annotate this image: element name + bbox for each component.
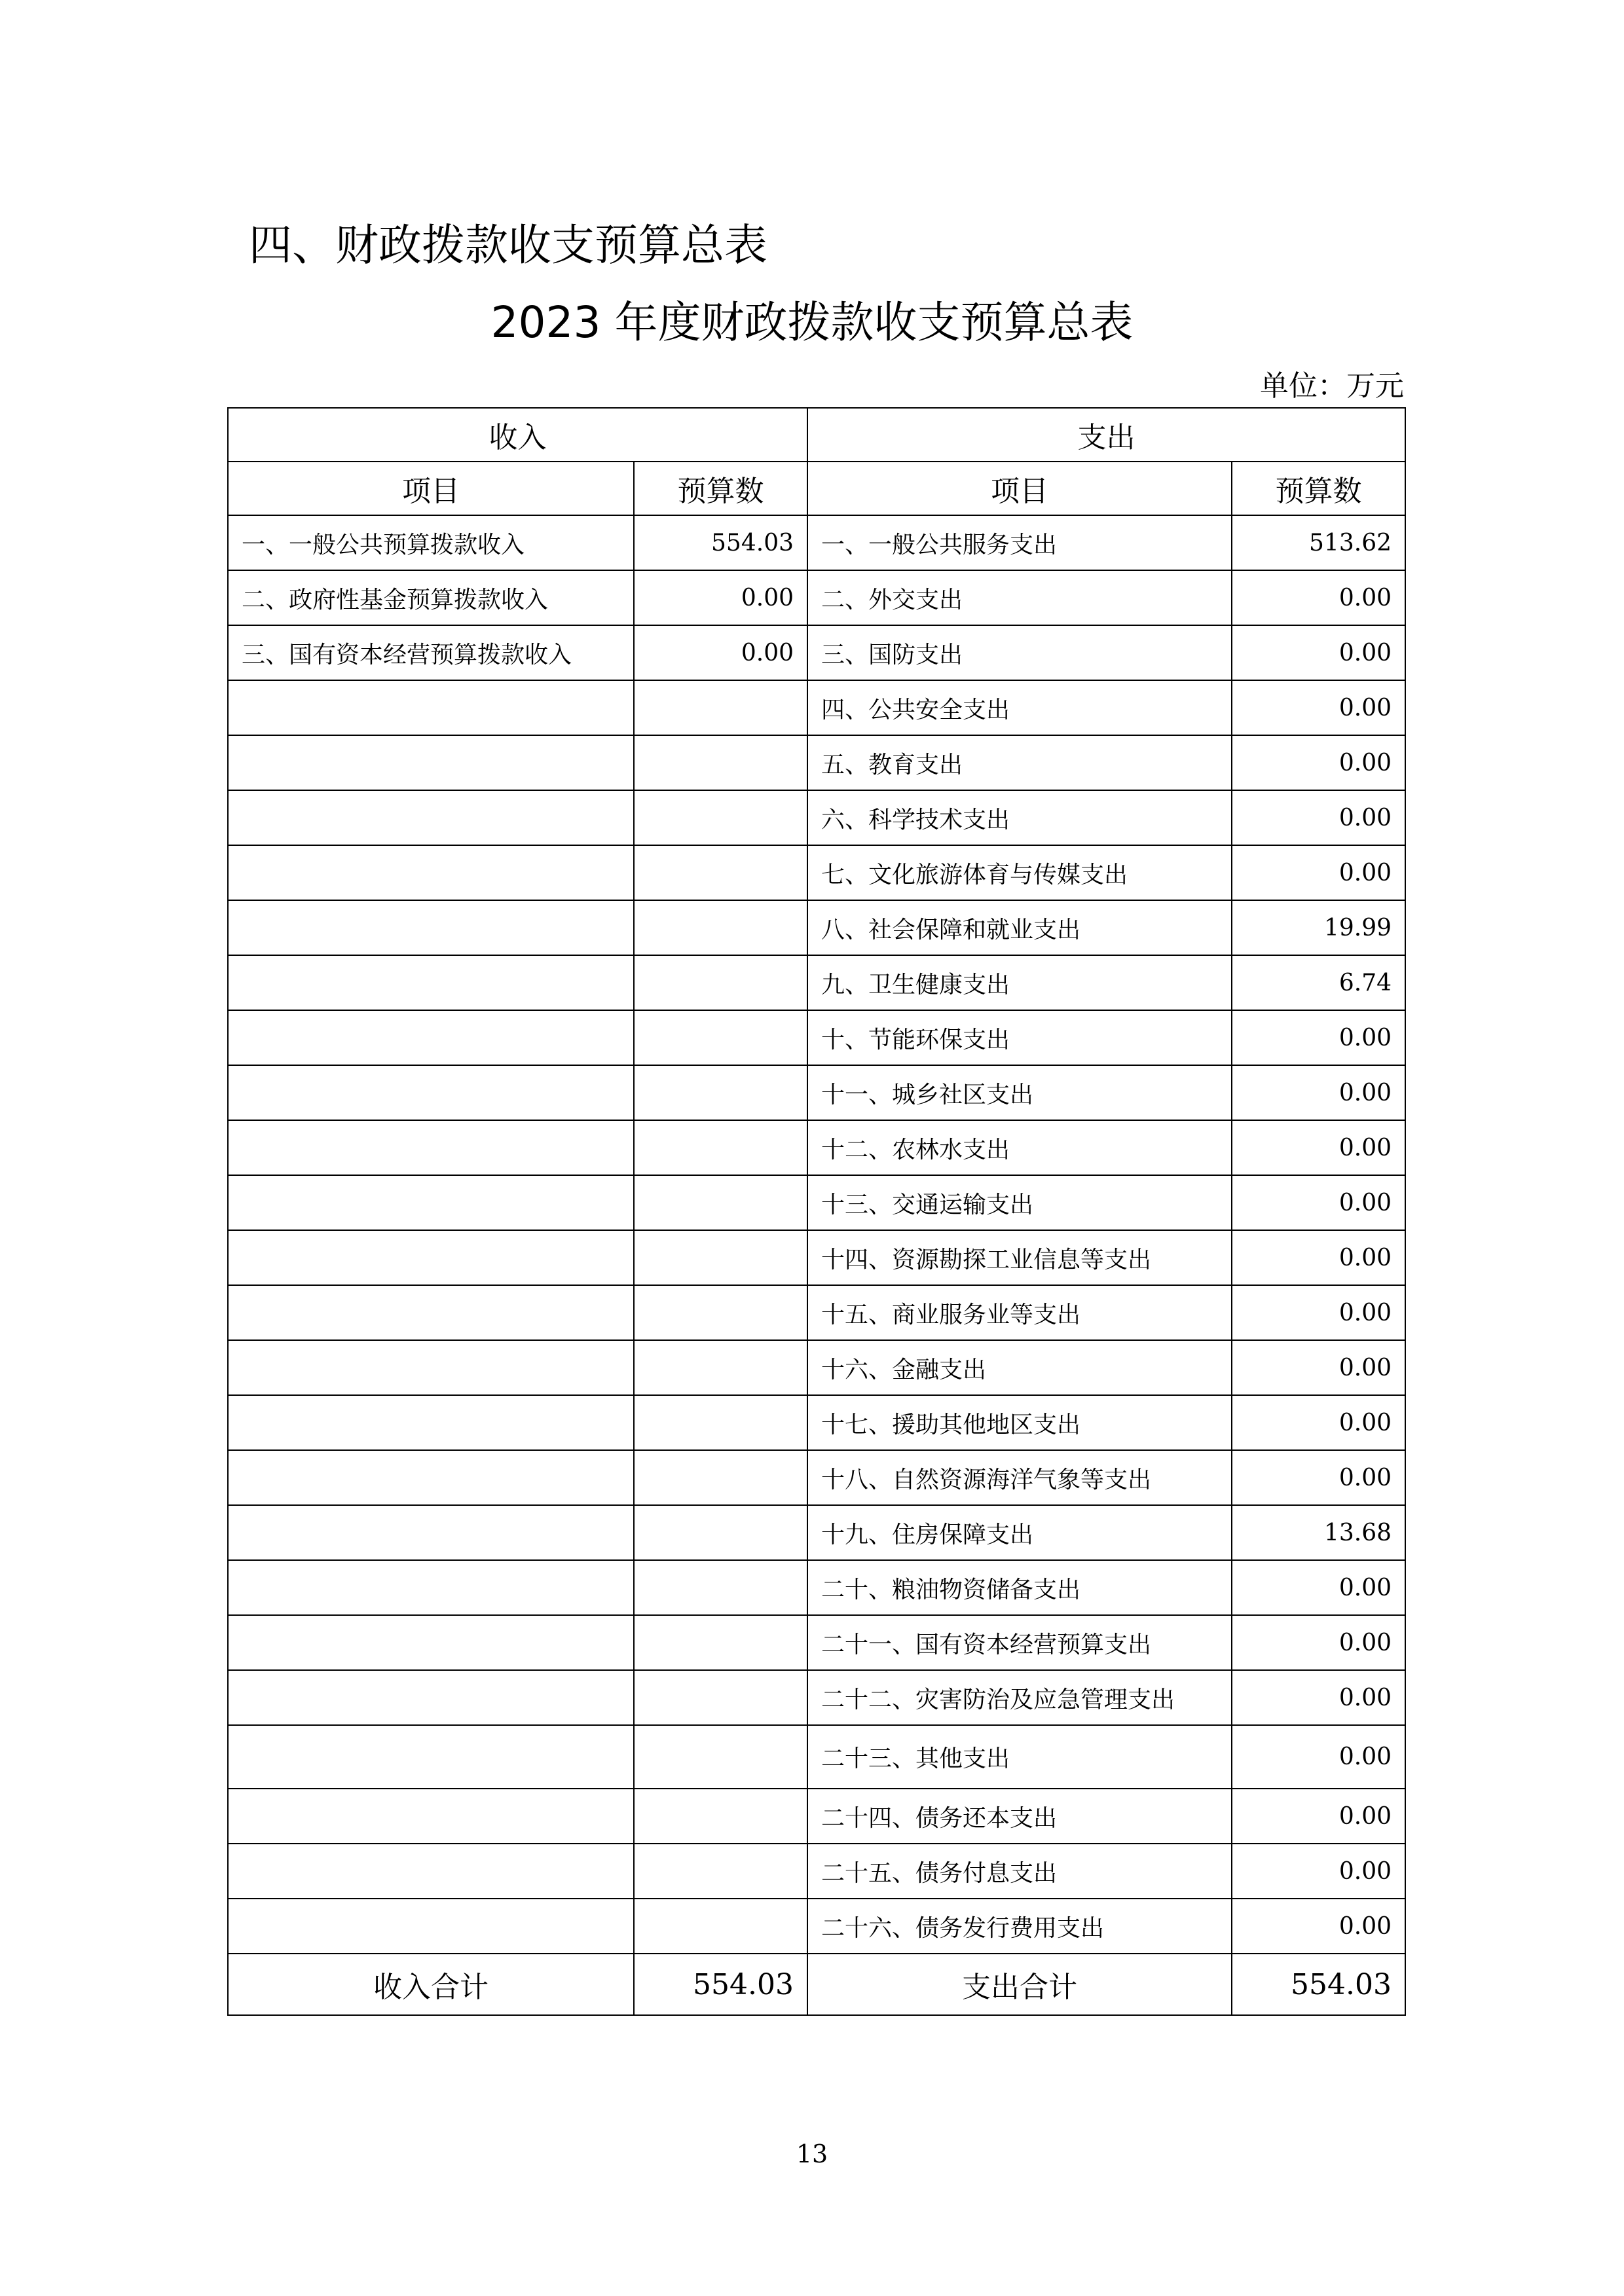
table-row	[228, 1230, 1405, 1285]
expense-amount-cell: 0.00	[1232, 790, 1405, 845]
table-row	[228, 1065, 1405, 1120]
header-row-columns	[228, 462, 1405, 515]
expense-amount-cell: 6.74	[1232, 955, 1405, 1010]
table-row	[228, 955, 1405, 1010]
expense-item-cell: 二十一、国有资本经营预算支出	[807, 1615, 1232, 1670]
income-item-cell	[228, 1065, 634, 1120]
income-amount-cell	[634, 1230, 807, 1285]
expense-item-cell: 一、一般公共服务支出	[807, 515, 1232, 570]
table-row	[228, 900, 1405, 955]
income-amount-cell	[634, 845, 807, 900]
expense-amount-cell: 0.00	[1232, 1010, 1405, 1065]
income-item-cell	[228, 900, 634, 955]
income-amount-header: 预算数	[634, 462, 807, 515]
income-item-cell: 二、政府性基金预算拨款收入	[228, 570, 634, 625]
expense-amount-cell: 0.00	[1232, 1065, 1405, 1120]
income-amount-cell	[634, 1844, 807, 1899]
income-amount-cell	[634, 1899, 807, 1954]
expense-item-cell: 三、国防支出	[807, 625, 1232, 680]
expense-amount-cell: 0.00	[1232, 1285, 1405, 1340]
income-item-cell	[228, 1230, 634, 1285]
table-row	[228, 1340, 1405, 1395]
expense-item-cell: 七、文化旅游体育与传媒支出	[807, 845, 1232, 900]
table-row	[228, 735, 1405, 790]
income-amount-cell	[634, 1120, 807, 1175]
expense-amount-cell: 0.00	[1232, 1670, 1405, 1725]
income-item-cell	[228, 680, 634, 735]
expense-item-cell: 十七、援助其他地区支出	[807, 1395, 1232, 1450]
expense-item-cell: 十五、商业服务业等支出	[807, 1285, 1232, 1340]
expense-amount-cell: 13.68	[1232, 1505, 1405, 1560]
income-item-cell	[228, 1615, 634, 1670]
income-amount-cell	[634, 680, 807, 735]
income-item-cell	[228, 1505, 634, 1560]
expense-amount-cell: 0.00	[1232, 1899, 1405, 1954]
expense-amount-cell: 0.00	[1232, 1395, 1405, 1450]
income-amount-cell	[634, 1789, 807, 1844]
expense-amount-cell: 0.00	[1232, 1120, 1405, 1175]
income-amount-cell	[634, 900, 807, 955]
income-total-label: 收入合计	[228, 1954, 634, 2015]
income-amount-cell: 554.03	[634, 515, 807, 570]
expense-amount-cell: 0.00	[1232, 680, 1405, 735]
expense-item-cell: 二十五、债务付息支出	[807, 1844, 1232, 1899]
section-title: 四、财政拨款收支预算总表	[249, 220, 767, 270]
expense-item-cell: 二十二、灾害防治及应急管理支出	[807, 1670, 1232, 1725]
expense-item-cell: 十一、城乡社区支出	[807, 1065, 1232, 1120]
table-row	[228, 1285, 1405, 1340]
income-item-cell	[228, 1175, 634, 1230]
expense-total-amount: 554.03	[1232, 1954, 1405, 2015]
income-amount-cell	[634, 1065, 807, 1120]
table-title: 2023 年度财政拨款收支预算总表	[490, 297, 1134, 348]
income-item-cell	[228, 1395, 634, 1450]
expense-amount-cell: 0.00	[1232, 1450, 1405, 1505]
expense-item-cell: 二十六、债务发行费用支出	[807, 1899, 1232, 1954]
expense-item-cell: 十九、住房保障支出	[807, 1505, 1232, 1560]
table-row	[228, 1505, 1405, 1560]
expense-item-cell: 九、卫生健康支出	[807, 955, 1232, 1010]
expense-item-cell: 五、教育支出	[807, 735, 1232, 790]
expense-item-cell: 二、外交支出	[807, 570, 1232, 625]
income-item-cell	[228, 1450, 634, 1505]
income-amount-cell	[634, 1670, 807, 1725]
income-total-amount: 554.03	[634, 1954, 807, 2015]
expense-item-cell: 十八、自然资源海洋气象等支出	[807, 1450, 1232, 1505]
income-amount-cell	[634, 1505, 807, 1560]
table-row	[228, 790, 1405, 845]
expense-item-cell: 二十四、债务还本支出	[807, 1789, 1232, 1844]
expense-amount-cell: 0.00	[1232, 1340, 1405, 1395]
expense-item-cell: 六、科学技术支出	[807, 790, 1232, 845]
totals-row	[228, 1954, 1405, 2015]
expense-item-header: 项目	[807, 462, 1232, 515]
expense-amount-cell: 0.00	[1232, 1789, 1405, 1844]
expense-amount-cell: 0.00	[1232, 1615, 1405, 1670]
income-amount-cell: 0.00	[634, 625, 807, 680]
expense-item-cell: 二十三、其他支出	[807, 1725, 1232, 1789]
expense-amount-cell: 19.99	[1232, 900, 1405, 955]
income-item-cell	[228, 1010, 634, 1065]
table-row	[228, 1789, 1405, 1844]
table-row	[228, 1899, 1405, 1954]
table-row	[228, 845, 1405, 900]
expense-item-cell: 八、社会保障和就业支出	[807, 900, 1232, 955]
budget-table	[227, 407, 1406, 2016]
table-row	[228, 680, 1405, 735]
income-item-cell	[228, 845, 634, 900]
income-item-cell	[228, 1560, 634, 1615]
income-item-cell	[228, 1340, 634, 1395]
expense-amount-cell: 0.00	[1232, 735, 1405, 790]
table-row	[228, 1615, 1405, 1670]
page-number: 13	[796, 2140, 828, 2168]
header-row-group	[228, 408, 1405, 462]
income-amount-cell	[634, 1725, 807, 1789]
table-row	[228, 1560, 1405, 1615]
table-row	[228, 515, 1405, 570]
income-amount-cell	[634, 1285, 807, 1340]
unit-label: 单位：万元	[1260, 369, 1404, 403]
table-row	[228, 1450, 1405, 1505]
income-item-cell	[228, 1285, 634, 1340]
table-row	[228, 1725, 1405, 1789]
expense-amount-header: 预算数	[1232, 462, 1405, 515]
income-amount-cell	[634, 1010, 807, 1065]
table-row	[228, 1670, 1405, 1725]
income-amount-cell	[634, 1340, 807, 1395]
income-item-cell	[228, 1844, 634, 1899]
table-row	[228, 1120, 1405, 1175]
income-item-cell: 三、国有资本经营预算拨款收入	[228, 625, 634, 680]
table-row	[228, 1844, 1405, 1899]
expense-item-cell: 二十、粮油物资储备支出	[807, 1560, 1232, 1615]
expense-header: 支出	[807, 408, 1405, 462]
income-amount-cell	[634, 1175, 807, 1230]
income-item-cell	[228, 790, 634, 845]
income-item-cell	[228, 1899, 634, 1954]
income-amount-cell	[634, 955, 807, 1010]
expense-item-cell: 十二、农林水支出	[807, 1120, 1232, 1175]
table-row	[228, 1395, 1405, 1450]
expense-amount-cell: 513.62	[1232, 515, 1405, 570]
expense-item-cell: 十、节能环保支出	[807, 1010, 1232, 1065]
expense-amount-cell: 0.00	[1232, 1230, 1405, 1285]
income-amount-cell	[634, 1615, 807, 1670]
income-amount-cell	[634, 790, 807, 845]
table-row	[228, 1175, 1405, 1230]
income-item-cell	[228, 955, 634, 1010]
income-amount-cell	[634, 1560, 807, 1615]
income-header: 收入	[228, 408, 807, 462]
income-amount-cell	[634, 1450, 807, 1505]
income-item-cell	[228, 1725, 634, 1789]
income-amount-cell	[634, 735, 807, 790]
expense-amount-cell: 0.00	[1232, 1175, 1405, 1230]
expense-item-cell: 十四、资源勘探工业信息等支出	[807, 1230, 1232, 1285]
expense-amount-cell: 0.00	[1232, 625, 1405, 680]
expense-amount-cell: 0.00	[1232, 1560, 1405, 1615]
expense-amount-cell: 0.00	[1232, 1844, 1405, 1899]
table-row	[228, 625, 1405, 680]
expense-amount-cell: 0.00	[1232, 570, 1405, 625]
expense-item-cell: 十三、交通运输支出	[807, 1175, 1232, 1230]
income-item-cell: 一、一般公共预算拨款收入	[228, 515, 634, 570]
income-item-cell	[228, 1670, 634, 1725]
income-item-cell	[228, 735, 634, 790]
income-item-cell	[228, 1789, 634, 1844]
expense-item-cell: 四、公共安全支出	[807, 680, 1232, 735]
budget-body	[228, 515, 1405, 1954]
expense-amount-cell: 0.00	[1232, 845, 1405, 900]
income-amount-cell: 0.00	[634, 570, 807, 625]
income-item-header: 项目	[228, 462, 634, 515]
expense-total-label: 支出合计	[807, 1954, 1232, 2015]
expense-item-cell: 十六、金融支出	[807, 1340, 1232, 1395]
income-amount-cell	[634, 1395, 807, 1450]
table-row	[228, 1010, 1405, 1065]
income-item-cell	[228, 1120, 634, 1175]
table-row	[228, 570, 1405, 625]
expense-amount-cell: 0.00	[1232, 1725, 1405, 1789]
